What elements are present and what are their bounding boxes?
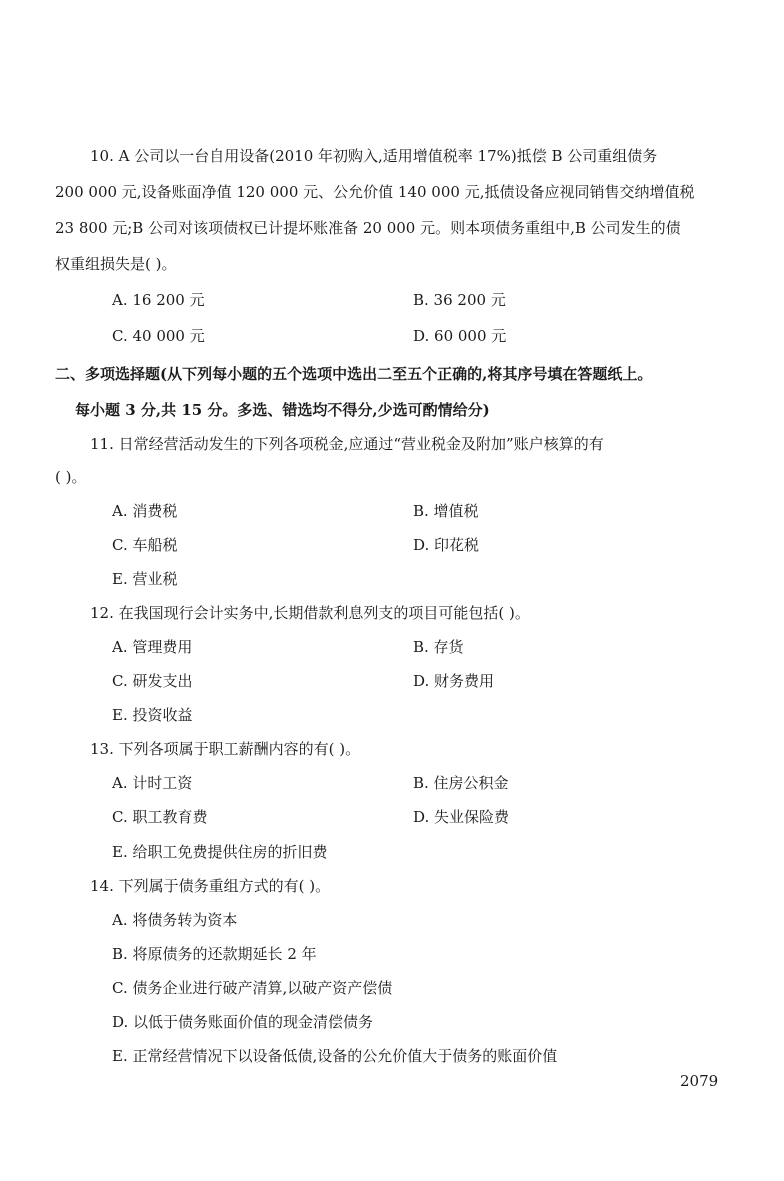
section-2-title: 二、多项选择题(从下列每小题的五个选项中选出二至五个正确的,将其序号填在答题纸上。: [55, 365, 653, 383]
q14-option-d: D. 以低于债务账面价值的现金清偿债务: [112, 1013, 374, 1031]
q10-line-4: 权重组损失是( )。: [55, 255, 177, 273]
q13-option-e: E. 给职工免费提供住房的折旧费: [112, 843, 328, 861]
q10-line-3: 23 800 元;B 公司对该项债权已计提坏账准备 20 000 元。则本项债务重组中,B 公司发生的债: [55, 219, 681, 237]
q13-option-d: D. 失业保险费: [413, 808, 510, 826]
q12-option-b: B. 存货: [413, 638, 464, 656]
q13-option-a: A. 计时工资: [112, 774, 193, 792]
page-number: 2079: [680, 1072, 719, 1090]
q14-option-e: E. 正常经营情况下以设备低债,设备的公允价值大于债务的账面价值: [112, 1047, 558, 1065]
q10-option-a: A. 16 200 元: [112, 291, 205, 309]
q14-line-1: 14. 下列属于债务重组方式的有( )。: [90, 877, 331, 895]
q14-option-a: A. 将债务转为资本: [112, 911, 238, 929]
q12-option-e: E. 投资收益: [112, 706, 193, 724]
q11-option-e: E. 营业税: [112, 570, 178, 588]
q11-option-b: B. 增值税: [413, 502, 479, 520]
q12-option-c: C. 研发支出: [112, 672, 193, 690]
q11-line-2: ( )。: [55, 468, 87, 486]
q10-option-d: D. 60 000 元: [413, 327, 507, 345]
q14-option-b: B. 将原债务的还款期延长 2 年: [112, 945, 317, 963]
q10-option-c: C. 40 000 元: [112, 327, 205, 345]
q11-option-c: C. 车船税: [112, 536, 178, 554]
q11-option-d: D. 印花税: [413, 536, 480, 554]
q12-option-a: A. 管理费用: [112, 638, 193, 656]
q13-line-1: 13. 下列各项属于职工薪酬内容的有( )。: [90, 740, 361, 758]
q11-line-1: 11. 日常经营活动发生的下列各项税金,应通过“营业税金及附加”账户核算的有: [90, 435, 604, 453]
q10-option-b: B. 36 200 元: [413, 291, 506, 309]
section-2-subtitle: 每小题 3 分,共 15 分。多选、错选均不得分,少选可酌情给分): [75, 401, 490, 419]
q13-option-b: B. 住房公积金: [413, 774, 509, 792]
q11-option-a: A. 消费税: [112, 502, 178, 520]
q12-line-1: 12. 在我国现行会计实务中,长期借款利息列支的项目可能包括( )。: [90, 604, 530, 622]
q12-option-d: D. 财务费用: [413, 672, 495, 690]
q10-line-2: 200 000 元,设备账面净值 120 000 元、公允价值 140 000 元,抵债设备应视同销售交纳增值税: [55, 183, 695, 201]
q10-line-1: 10. A 公司以一台自用设备(2010 年初购入,适用增值税率 17%)抵偿 B 公司重组债务: [90, 147, 658, 165]
q14-option-c: C. 债务企业进行破产清算,以破产资产偿债: [112, 979, 393, 997]
q13-option-c: C. 职工教育费: [112, 808, 208, 826]
